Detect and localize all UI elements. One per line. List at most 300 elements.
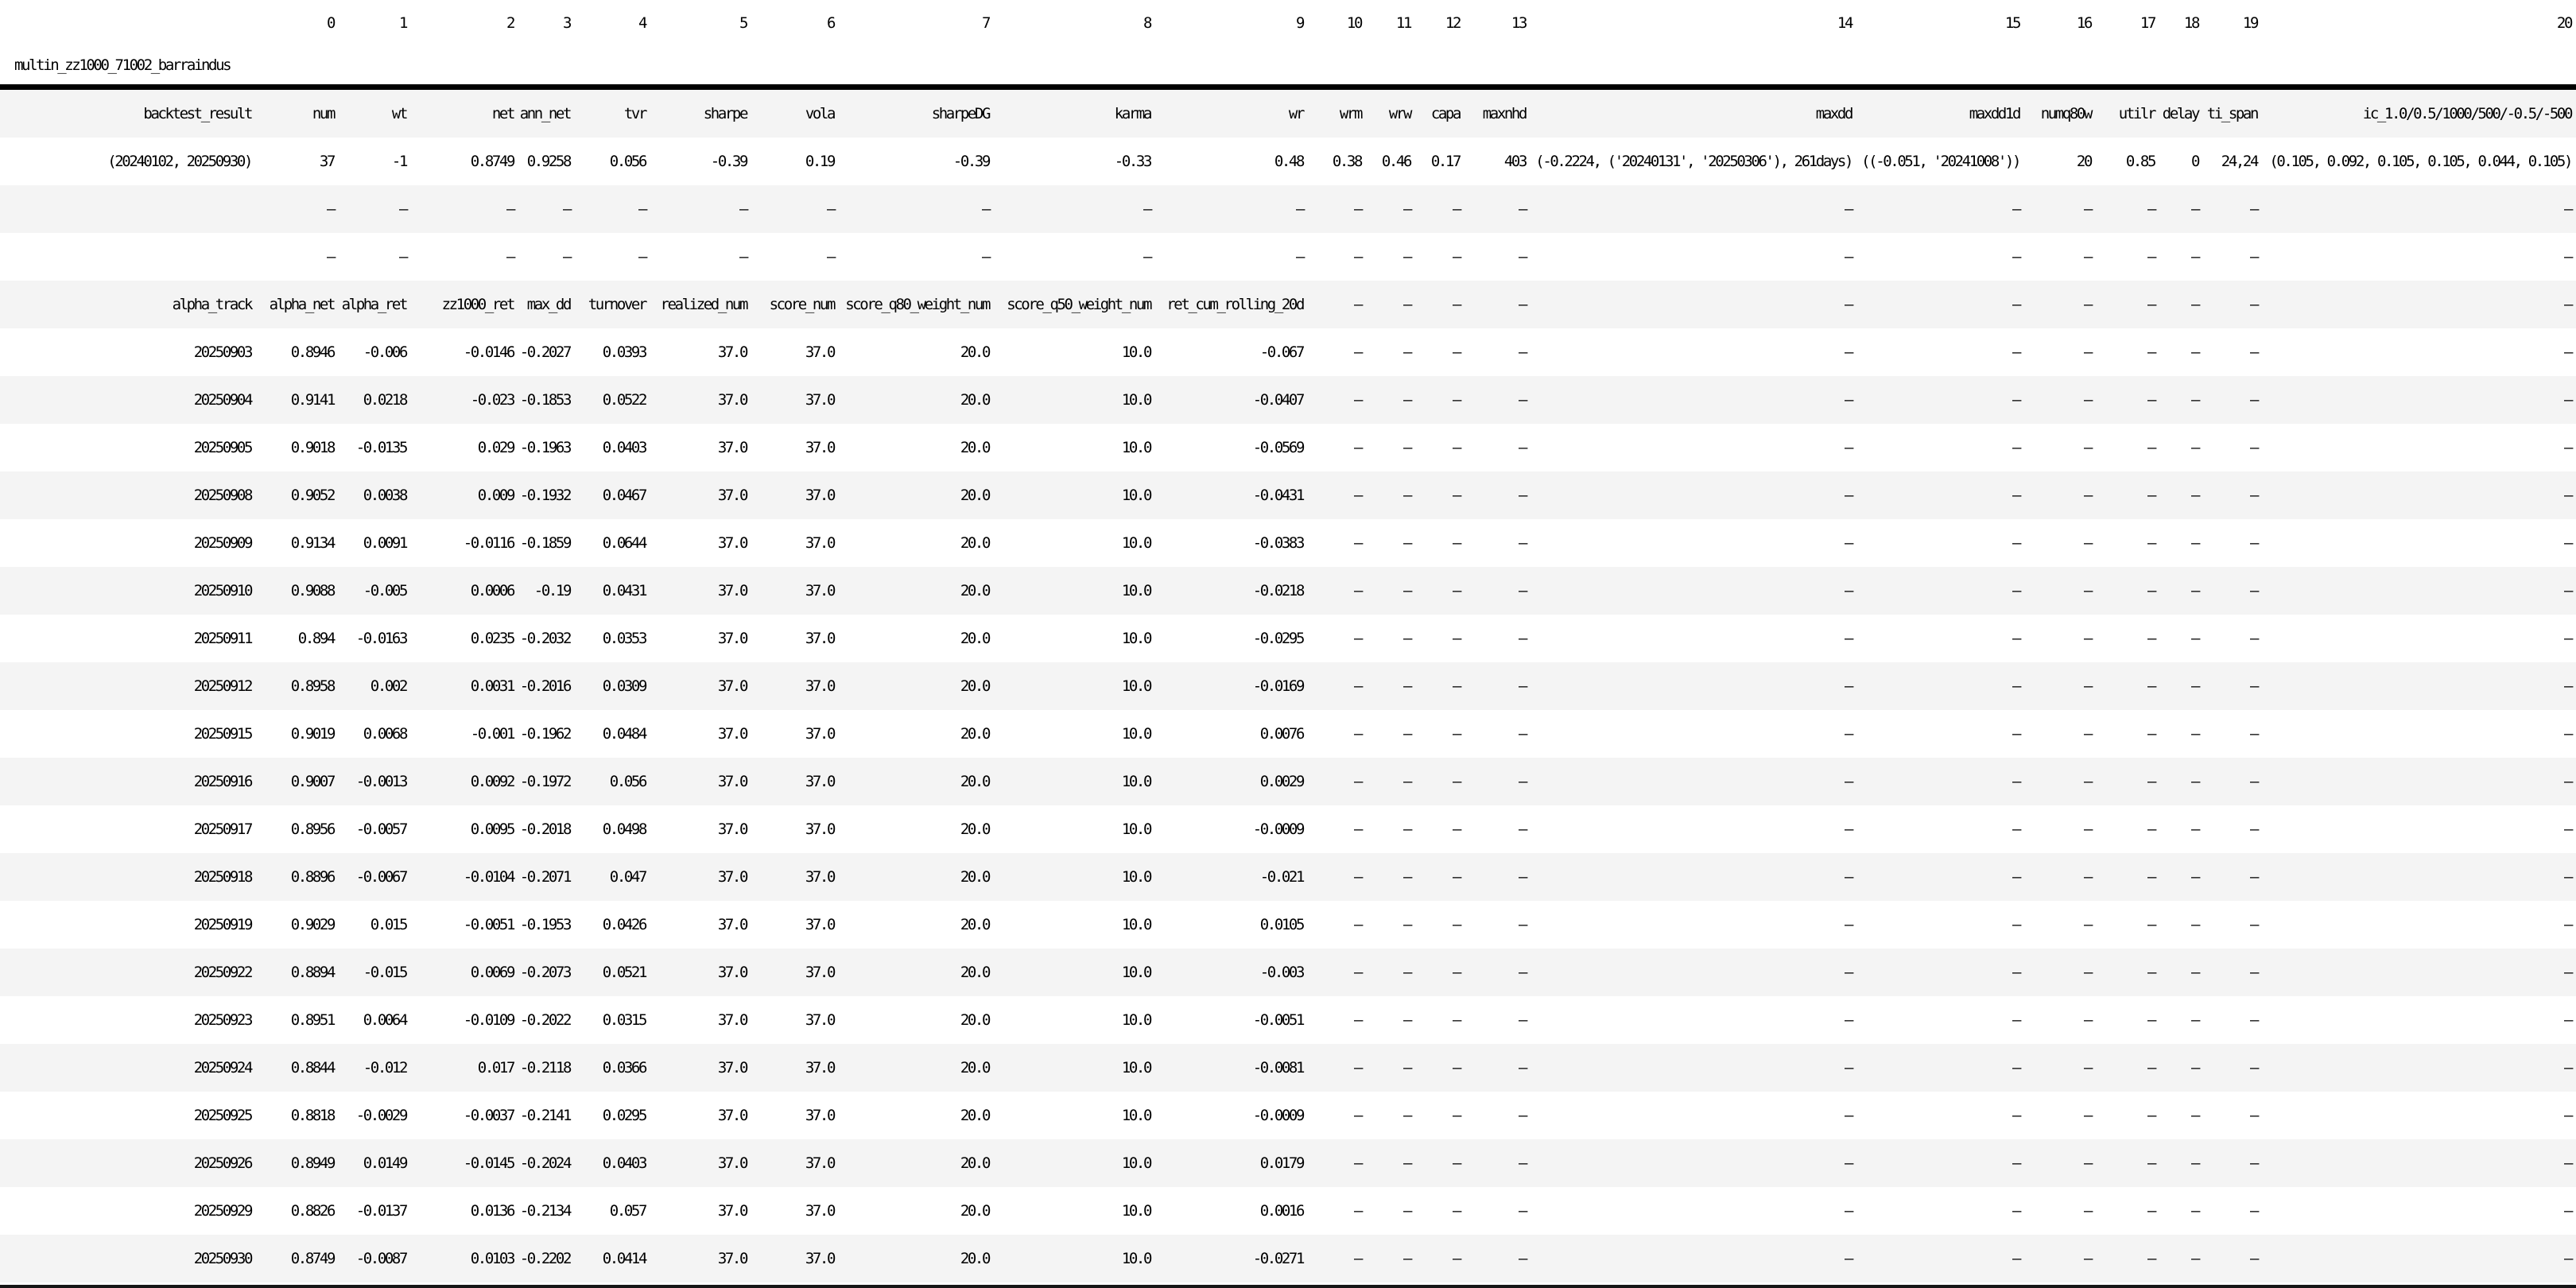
cell: — <box>2012 821 2019 838</box>
cell: — <box>1353 1107 1361 1124</box>
cell: — <box>2190 868 2198 886</box>
cell: — <box>2012 630 2019 647</box>
cell: 0.0467 <box>602 487 646 504</box>
cell: -0.0067 <box>355 868 406 886</box>
cell: 0.17 <box>1430 153 1460 170</box>
cell: — <box>1452 916 1460 933</box>
cell: 37.0 <box>717 1154 747 1172</box>
col-index: 0 <box>326 14 334 32</box>
col-index: 8 <box>1143 14 1150 32</box>
cell: — <box>1353 1011 1361 1029</box>
cell: 0.9258 <box>526 153 570 170</box>
cell: — <box>2249 1202 2257 1220</box>
cell: — <box>638 200 646 218</box>
cell: 0.0403 <box>602 1154 646 1172</box>
col-index: 9 <box>1295 14 1303 32</box>
cell: — <box>1353 343 1361 361</box>
cell: 37.0 <box>805 343 834 361</box>
cell: — <box>2083 1154 2091 1172</box>
cell: — <box>2083 439 2091 456</box>
cell: — <box>1402 964 1410 981</box>
table-row <box>0 185 2576 233</box>
cell: — <box>2563 773 2571 790</box>
cell: — <box>2147 773 2155 790</box>
cell: — <box>1143 200 1150 218</box>
cell: — <box>1518 439 1526 456</box>
cell: 20.0 <box>960 391 989 409</box>
cell: -0.0145 <box>463 1154 514 1172</box>
cell: — <box>1402 439 1410 456</box>
cell: — <box>2083 200 2091 218</box>
cell: 37.0 <box>717 1250 747 1267</box>
cell: — <box>2083 725 2091 743</box>
cell: 10.0 <box>1121 582 1150 599</box>
cell: — <box>2147 1059 2155 1077</box>
cell: -0.2022 <box>519 1011 570 1029</box>
cell: -0.0109 <box>463 1011 514 1029</box>
cell: — <box>1518 487 1526 504</box>
cell: 37.0 <box>805 773 834 790</box>
cell: — <box>2147 725 2155 743</box>
cell: 20.0 <box>960 773 989 790</box>
cell: — <box>2190 1202 2198 1220</box>
row-label: 20250924 <box>193 1059 251 1077</box>
cell: — <box>981 200 989 218</box>
table-row <box>0 328 2576 376</box>
cell: 0.0006 <box>470 582 514 599</box>
cell: 37.0 <box>717 916 747 933</box>
cell: — <box>2083 916 2091 933</box>
cell: 37 <box>319 153 334 170</box>
table-row <box>0 1092 2576 1139</box>
cell: — <box>1844 868 1852 886</box>
cell: 37.0 <box>717 868 747 886</box>
table-row <box>0 853 2576 901</box>
cell: — <box>1518 1202 1526 1220</box>
table-row <box>0 805 2576 853</box>
cell: 0.9088 <box>290 582 334 599</box>
cell: 0.0031 <box>470 677 514 695</box>
cell: — <box>2190 487 2198 504</box>
cell: 0.0076 <box>1259 725 1303 743</box>
column-header: tvr <box>623 105 646 122</box>
cell: — <box>2012 1250 2019 1267</box>
cell: — <box>1402 773 1410 790</box>
cell: 20.0 <box>960 964 989 981</box>
cell: — <box>1452 248 1460 266</box>
cell: 0.0218 <box>363 391 406 409</box>
cell: — <box>1844 343 1852 361</box>
cell: 37.0 <box>805 534 834 552</box>
cell: -0.39 <box>952 153 989 170</box>
cell: 37.0 <box>805 868 834 886</box>
cell: — <box>1143 248 1150 266</box>
row-label: 20250912 <box>193 677 251 695</box>
cell: — <box>1452 630 1460 647</box>
column-header: maxdd1d <box>1969 105 2019 122</box>
cell: 20.0 <box>960 821 989 838</box>
cell: (0.105, 0.092, 0.105, 0.105, 0.044, 0.105) <box>2269 153 2571 170</box>
row-label: 20250917 <box>193 821 251 838</box>
cell: — <box>2147 439 2155 456</box>
cell: -0.33 <box>1114 153 1150 170</box>
cell: — <box>2190 916 2198 933</box>
cell: 0.19 <box>805 153 834 170</box>
cell: — <box>1452 534 1460 552</box>
column-header: ann_net <box>519 105 570 122</box>
column-header: karma <box>1114 105 1150 122</box>
cell: -0.0051 <box>463 916 514 933</box>
table-row <box>0 233 2576 281</box>
cell: — <box>2012 725 2019 743</box>
cell: — <box>1402 725 1410 743</box>
table-row <box>0 949 2576 996</box>
cell: -0.2073 <box>519 964 570 981</box>
cell: — <box>1518 964 1526 981</box>
cell: 10.0 <box>1121 630 1150 647</box>
cell: 0.017 <box>477 1059 514 1077</box>
cell: — <box>506 248 514 266</box>
cell: (-0.2224, ('20240131', '20250306'), 261days) <box>1535 153 1852 170</box>
cell: — <box>2190 773 2198 790</box>
cell: 37.0 <box>805 964 834 981</box>
cell: — <box>1402 200 1410 218</box>
cell: -0.2016 <box>519 677 570 695</box>
cell: — <box>2249 821 2257 838</box>
cell: — <box>1402 296 1410 313</box>
cell: — <box>1402 630 1410 647</box>
column-header: sharpe <box>703 105 747 122</box>
col-index: 20 <box>2556 14 2571 32</box>
cell: — <box>2012 868 2019 886</box>
row-label: 20250923 <box>193 1011 251 1029</box>
cell: 37.0 <box>805 1154 834 1172</box>
cell: — <box>2083 1011 2091 1029</box>
cell: 20.0 <box>960 725 989 743</box>
cell: — <box>2190 343 2198 361</box>
cell: 0.0069 <box>470 964 514 981</box>
cell: — <box>1452 964 1460 981</box>
cell: — <box>1353 439 1361 456</box>
column-header: vola <box>805 105 834 122</box>
cell: — <box>1402 1107 1410 1124</box>
cell: -0.39 <box>710 153 747 170</box>
cell: 37.0 <box>805 439 834 456</box>
cell: -0.001 <box>470 725 514 743</box>
cell: 0.9029 <box>290 916 334 933</box>
row-label: 20250905 <box>193 439 251 456</box>
cell: — <box>2012 1011 2019 1029</box>
cell: — <box>2083 1250 2091 1267</box>
col-index: 10 <box>1346 14 1361 32</box>
cell: -0.067 <box>1259 343 1303 361</box>
cell: — <box>2147 248 2155 266</box>
cell: — <box>2012 677 2019 695</box>
cell: -0.003 <box>1259 964 1303 981</box>
cell: — <box>1452 821 1460 838</box>
cell: — <box>2012 1202 2019 1220</box>
cell: -0.2032 <box>519 630 570 647</box>
cell: — <box>1518 1154 1526 1172</box>
cell: — <box>1518 343 1526 361</box>
cell: — <box>1844 391 1852 409</box>
cell: — <box>1353 1202 1361 1220</box>
cell: — <box>1452 1154 1460 1172</box>
cell: 0.0029 <box>1259 773 1303 790</box>
cell: — <box>1353 964 1361 981</box>
cell: 37.0 <box>805 725 834 743</box>
cell: 0.0091 <box>363 534 406 552</box>
cell: -0.0218 <box>1252 582 1303 599</box>
cell: -0.2141 <box>519 1107 570 1124</box>
cell: — <box>1518 1107 1526 1124</box>
cell: — <box>1402 248 1410 266</box>
cell: — <box>2190 1107 2198 1124</box>
cell: — <box>2249 630 2257 647</box>
cell: 37.0 <box>805 1250 834 1267</box>
cell: — <box>1452 1107 1460 1124</box>
col-index: 1 <box>398 14 406 32</box>
cell: 10.0 <box>1121 1202 1150 1220</box>
cell: — <box>2012 1059 2019 1077</box>
cell: — <box>1844 487 1852 504</box>
cell: — <box>326 200 334 218</box>
cell: — <box>1402 1011 1410 1029</box>
cell: -0.0135 <box>355 439 406 456</box>
cell: — <box>2012 773 2019 790</box>
col-index: 17 <box>2140 14 2155 32</box>
cell: -0.0087 <box>355 1250 406 1267</box>
cell: — <box>2249 1011 2257 1029</box>
cell: -0.015 <box>363 964 406 981</box>
cell: -0.0051 <box>1252 1011 1303 1029</box>
table-row <box>0 281 2576 328</box>
cell: 0.0315 <box>602 1011 646 1029</box>
cell: — <box>1353 582 1361 599</box>
cell: 37.0 <box>717 534 747 552</box>
column-header: capa <box>1430 105 1460 122</box>
col-index: 4 <box>638 14 646 32</box>
column-header: sharpeDG <box>931 105 989 122</box>
cell: — <box>1353 534 1361 552</box>
cell: 37.0 <box>717 487 747 504</box>
cell: — <box>2147 916 2155 933</box>
cell: — <box>1844 439 1852 456</box>
cell: 10.0 <box>1121 439 1150 456</box>
cell: — <box>1844 821 1852 838</box>
cell: — <box>2147 868 2155 886</box>
cell: — <box>1844 534 1852 552</box>
cell: 0.894 <box>297 630 334 647</box>
cell: 37.0 <box>717 773 747 790</box>
col-index: 19 <box>2242 14 2257 32</box>
cell: — <box>2249 773 2257 790</box>
table-row <box>0 567 2576 615</box>
cell: — <box>2147 200 2155 218</box>
row-label: 20250925 <box>193 1107 251 1124</box>
col-index: 16 <box>2076 14 2091 32</box>
cell: -0.2134 <box>519 1202 570 1220</box>
cell: — <box>2190 582 2198 599</box>
cell: — <box>2147 1202 2155 1220</box>
table-row <box>0 471 2576 519</box>
cell: — <box>739 248 747 266</box>
cell: 10.0 <box>1121 1250 1150 1267</box>
bottom-rule <box>0 1285 2576 1288</box>
cell: 10.0 <box>1121 1059 1150 1077</box>
cell: 37.0 <box>805 1202 834 1220</box>
cell: — <box>2249 868 2257 886</box>
cell: — <box>1452 1059 1460 1077</box>
cell: -0.2024 <box>519 1154 570 1172</box>
cell: -0.1853 <box>519 391 570 409</box>
cell: — <box>1353 1154 1361 1172</box>
cell: — <box>2147 630 2155 647</box>
cell: — <box>1452 868 1460 886</box>
cell: — <box>2147 343 2155 361</box>
col-index: 11 <box>1395 14 1410 32</box>
row-label: alpha_track <box>172 296 251 313</box>
cell: — <box>1844 677 1852 695</box>
cell: 20.0 <box>960 630 989 647</box>
table-row <box>0 1044 2576 1092</box>
cell: -0.006 <box>363 343 406 361</box>
cell: -0.0383 <box>1252 534 1303 552</box>
cell: -0.1859 <box>519 534 570 552</box>
cell: — <box>1518 1250 1526 1267</box>
cell: — <box>2190 296 2198 313</box>
cell: 0.0426 <box>602 916 646 933</box>
table-row <box>0 901 2576 949</box>
cell: -0.2018 <box>519 821 570 838</box>
cell: score_q50_weight_num <box>1007 296 1150 313</box>
cell: — <box>981 248 989 266</box>
col-index: 14 <box>1837 14 1852 32</box>
cell: score_q80_weight_num <box>845 296 989 313</box>
row-label: 20250915 <box>193 725 251 743</box>
cell: -0.0137 <box>355 1202 406 1220</box>
cell: — <box>1844 964 1852 981</box>
cell: 0.8958 <box>290 677 334 695</box>
cell: -0.0009 <box>1252 821 1303 838</box>
cell: — <box>1518 916 1526 933</box>
cell: 0.85 <box>2125 153 2155 170</box>
cell: 20.0 <box>960 534 989 552</box>
cell: 10.0 <box>1121 964 1150 981</box>
cell: — <box>1452 582 1460 599</box>
cell: — <box>1518 1011 1526 1029</box>
cell: — <box>1452 391 1460 409</box>
cell: — <box>1844 582 1852 599</box>
cell: — <box>2249 1154 2257 1172</box>
column-header: maxdd <box>1815 105 1852 122</box>
cell: — <box>1452 439 1460 456</box>
cell: — <box>1844 773 1852 790</box>
cell: 24,24 <box>2221 153 2257 170</box>
cell: — <box>1402 677 1410 695</box>
cell: 0.8844 <box>290 1059 334 1077</box>
cell: — <box>2563 1059 2571 1077</box>
cell: — <box>826 248 834 266</box>
table-row <box>0 615 2576 662</box>
cell: — <box>1353 868 1361 886</box>
cell: — <box>1844 1250 1852 1267</box>
cell: — <box>1402 916 1410 933</box>
cell: — <box>1452 1202 1460 1220</box>
cell: 0.0353 <box>602 630 646 647</box>
cell: — <box>2147 582 2155 599</box>
cell: 37.0 <box>717 1107 747 1124</box>
cell: — <box>2147 534 2155 552</box>
cell: 20.0 <box>960 1202 989 1220</box>
cell: 37.0 <box>805 1059 834 1077</box>
cell: 0.9134 <box>290 534 334 552</box>
cell: 10.0 <box>1121 773 1150 790</box>
cell: 10.0 <box>1121 343 1150 361</box>
cell: — <box>2190 439 2198 456</box>
cell: -0.0431 <box>1252 487 1303 504</box>
cell: 0.48 <box>1274 153 1303 170</box>
cell: — <box>2249 296 2257 313</box>
cell: 10.0 <box>1121 391 1150 409</box>
cell: — <box>1452 296 1460 313</box>
cell: — <box>1353 677 1361 695</box>
cell: — <box>1844 1202 1852 1220</box>
cell: 10.0 <box>1121 725 1150 743</box>
column-header: wrw <box>1388 105 1410 122</box>
cell: — <box>739 200 747 218</box>
cell: -0.1932 <box>519 487 570 504</box>
cell: -0.0029 <box>355 1107 406 1124</box>
cell: 37.0 <box>717 1202 747 1220</box>
cell: -1 <box>391 153 406 170</box>
cell: 0.0235 <box>470 630 514 647</box>
cell: 20.0 <box>960 916 989 933</box>
cell: — <box>1402 1059 1410 1077</box>
cell: — <box>1353 1059 1361 1077</box>
row-label: 20250926 <box>193 1154 251 1172</box>
cell: 0.0149 <box>363 1154 406 1172</box>
cell: — <box>2083 391 2091 409</box>
row-label: 20250930 <box>193 1250 251 1267</box>
cell: max_dd <box>526 296 570 313</box>
table-row <box>0 1139 2576 1187</box>
cell: 20.0 <box>960 1059 989 1077</box>
cell: -0.19 <box>533 582 570 599</box>
cell: — <box>1353 200 1361 218</box>
cell: — <box>2190 1011 2198 1029</box>
cell: -0.2202 <box>519 1250 570 1267</box>
cell: — <box>2190 725 2198 743</box>
cell: 37.0 <box>717 1011 747 1029</box>
cell: -0.0013 <box>355 773 406 790</box>
cell: 20.0 <box>960 439 989 456</box>
cell: — <box>2012 248 2019 266</box>
cell: -0.2118 <box>519 1059 570 1077</box>
cell: — <box>2563 1011 2571 1029</box>
cell: 0.0366 <box>602 1059 646 1077</box>
cell: 20.0 <box>960 1011 989 1029</box>
cell: — <box>2012 296 2019 313</box>
column-header: wr <box>1288 105 1303 122</box>
table-row <box>0 662 2576 710</box>
cell: 0.0016 <box>1259 1202 1303 1220</box>
table-row <box>0 1187 2576 1235</box>
column-header: net <box>491 105 514 122</box>
cell: -0.1953 <box>519 916 570 933</box>
cell: — <box>2083 868 2091 886</box>
cell: — <box>2083 296 2091 313</box>
